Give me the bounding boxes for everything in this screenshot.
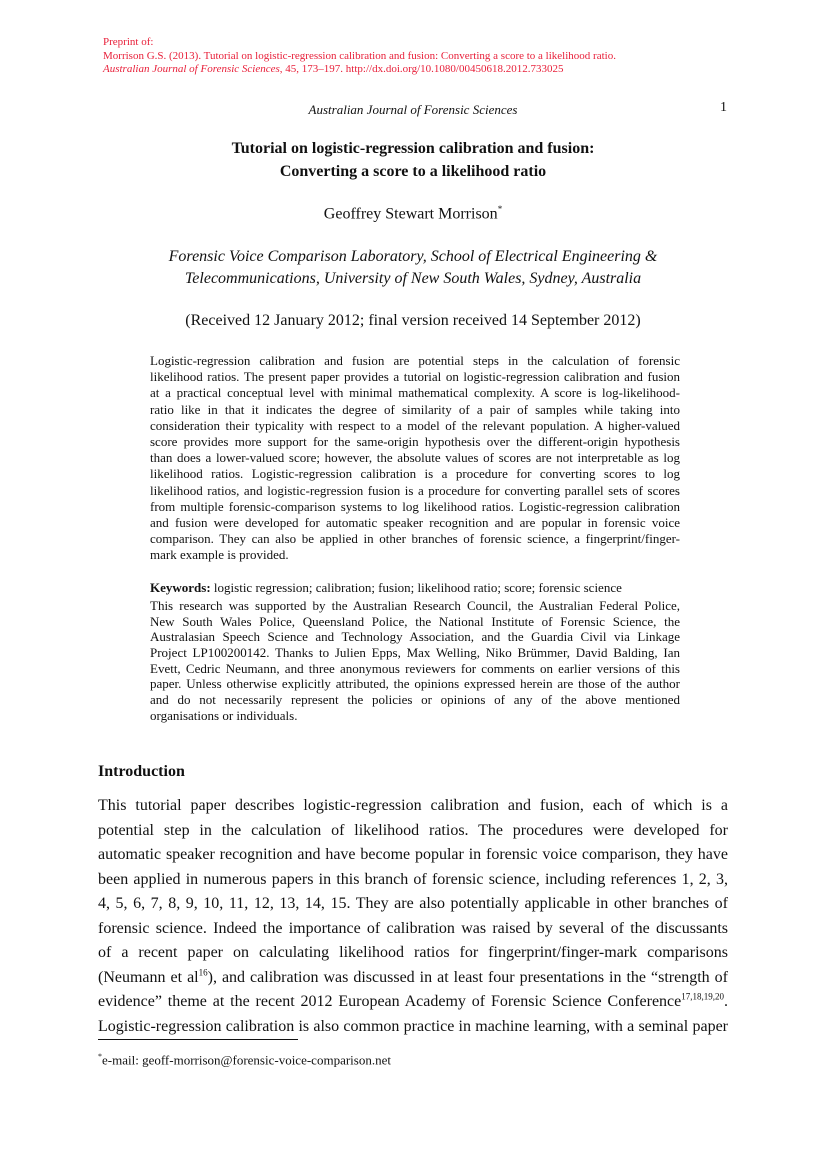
body-line: forensic science. Indeed the importance of calibration was raised by several of the discussants <box>98 919 728 937</box>
citation-ref[interactable]: 16 <box>198 967 208 978</box>
abstract-line: score provides more support for the same-origin hypothesis over the different-origin hypothesis <box>150 433 680 449</box>
text-span: ), and calibration was discussed in at least four presentations in the “strength of <box>207 968 728 986</box>
title-line: Tutorial on logistic-regression calibration and fusion: <box>231 140 595 157</box>
abstract-line: from multiple forensic-comparison systems to log likelihood ratios. Logistic-regression calibration <box>150 498 680 514</box>
affiliation <box>0 246 826 290</box>
running-head: Australian Journal of Forensic Sciences <box>308 102 518 117</box>
body-line: Logistic-regression calibration is also common practice in machine learning, with a seminal paper <box>98 1017 728 1035</box>
funding-line: organisations or individuals. <box>150 707 298 723</box>
text-span: (Neumann et al <box>98 968 199 986</box>
funding-line: Project LP100200142. Thanks to Julien Epps, Max Welling, Niko Brümmer, David Balding, Ian <box>150 645 680 661</box>
section-heading: Introduction <box>98 763 185 780</box>
abstract <box>150 353 680 563</box>
preprint-journal-line <box>103 63 616 77</box>
preprint-doi[interactable]: , 45, 173–197. http://dx.doi.org/10.1080/00450618.2012.733025 <box>279 63 564 75</box>
paper-title <box>0 137 826 183</box>
abstract-line: consideration their typicality with respect to a model of the relevant population. A higher-valued <box>150 417 680 433</box>
affiliation-line: Forensic Voice Comparison Laboratory, School of Electrical Engineering & <box>168 248 658 265</box>
body-line: automatic speaker recognition and have become popular in forensic voice comparison, they have <box>98 846 728 863</box>
abstract-line: than does a lower-valued score; however, the absolute values of scores are not interpretable as log <box>150 450 680 466</box>
footnote-email[interactable]: e-mail: geoff-morrison@forensic-voice-comparison.net <box>102 1052 391 1068</box>
abstract-line: ratio like in that it indicates the degree of similarity of a pair of samples while taking into <box>150 401 680 417</box>
body-text <box>98 794 728 1039</box>
abstract-line: Logistic-regression calibration and fusion are potential steps in the calculation of forensic <box>150 353 680 368</box>
abstract-line: and fusion were developed for automatic speaker recognition and are popular in forensic voice <box>150 514 680 530</box>
keywords-label: Keywords: <box>150 580 211 595</box>
author <box>0 204 826 223</box>
abstract-line: likelihood ratios. Logistic-regression calibration is a procedure for converting scores to log <box>150 466 680 482</box>
text-span: evidence” theme at the recent 2012 European Academy of Forensic Science Conference <box>98 993 682 1010</box>
body-line: 4, 5, 6, 7, 8, 9, 10, 11, 12, 13, 14, 15. They are also potentially applicable in other branches of <box>98 895 728 912</box>
footnote-mark: * <box>497 204 503 214</box>
abstract-line: mark example is provided. <box>150 547 289 563</box>
preprint-journal: Australian Journal of Forensic Sciences <box>103 63 280 75</box>
footnote <box>98 1052 391 1068</box>
footnote-divider <box>98 1039 298 1040</box>
funding-line: Australasian Speech Science and Technology Association, and the Guardia Civil via Linkage <box>150 629 680 645</box>
title-line: Converting a score to a likelihood ratio <box>279 163 547 180</box>
body-line: of a recent paper on calculating likelihood ratios for fingerprint/finger-mark comparisons <box>98 944 728 961</box>
preprint-citation: Morrison G.S. (2013). Tutorial on logistic-regression calibration and fusion: Converting a score to a likelihood ratio. <box>103 49 616 62</box>
text-span: . <box>724 993 728 1010</box>
body-line <box>98 990 728 1015</box>
footnote-mark: * <box>98 1052 102 1061</box>
received-dates: (Received 12 January 2012; final version received 14 September 2012) <box>185 312 641 329</box>
abstract-line: at a practical conceptual level with minimal mathematical complexity. A score is log-likelihood- <box>150 385 680 401</box>
affiliation-line: Telecommunications, University of New South Wales, Sydney, Australia <box>184 270 642 287</box>
keywords <box>150 580 680 596</box>
body-line <box>98 966 728 991</box>
page-number: 1 <box>720 100 727 115</box>
funding-line: paper. Unless otherwise explicitly attributed, the opinions expressed herein are those of the author <box>150 676 680 692</box>
funding-line: New South Wales Police, Queensland Police, the National Institute of Forensic Science, the <box>150 613 680 629</box>
abstract-line: comparison. They can also be applied in other branches of forensic science, a fingerprint/finger- <box>150 531 680 547</box>
funding-line: This research was supported by the Australian Research Council, the Australian Federal Police, <box>150 598 680 613</box>
preprint-notice <box>103 36 616 77</box>
abstract-line: likelihood ratios, and logistic-regression fusion is a procedure for converting parallel sets of scores <box>150 482 680 498</box>
funding-line: Evett, Cedric Neumann, and three anonymous reviewers for comments on earlier versions of this <box>150 660 680 676</box>
body-line: potential step in the calculation of likelihood ratios. The procedures were developed for <box>98 821 728 839</box>
acknowledgements <box>150 598 680 724</box>
body-line: been applied in numerous papers in this branch of forensic science, including references 1, 2, 3, <box>98 870 728 888</box>
funding-line: and do not necessarily represent the policies or opinions of any of the above mentioned <box>150 692 680 708</box>
keywords-text: logistic regression; calibration; fusion; likelihood ratio; score; forensic science <box>210 580 622 595</box>
citation-ref[interactable]: 17,18,19,20 <box>681 991 724 1002</box>
body-line: This tutorial paper describes logistic-regression calibration and fusion, each of which is a <box>98 797 728 814</box>
abstract-line: likelihood ratios. The present paper provides a tutorial on logistic-regression calibration and fusion <box>150 369 680 385</box>
author-name: Geoffrey Stewart Morrison <box>323 205 498 223</box>
preprint-label: Preprint of: <box>103 36 154 48</box>
